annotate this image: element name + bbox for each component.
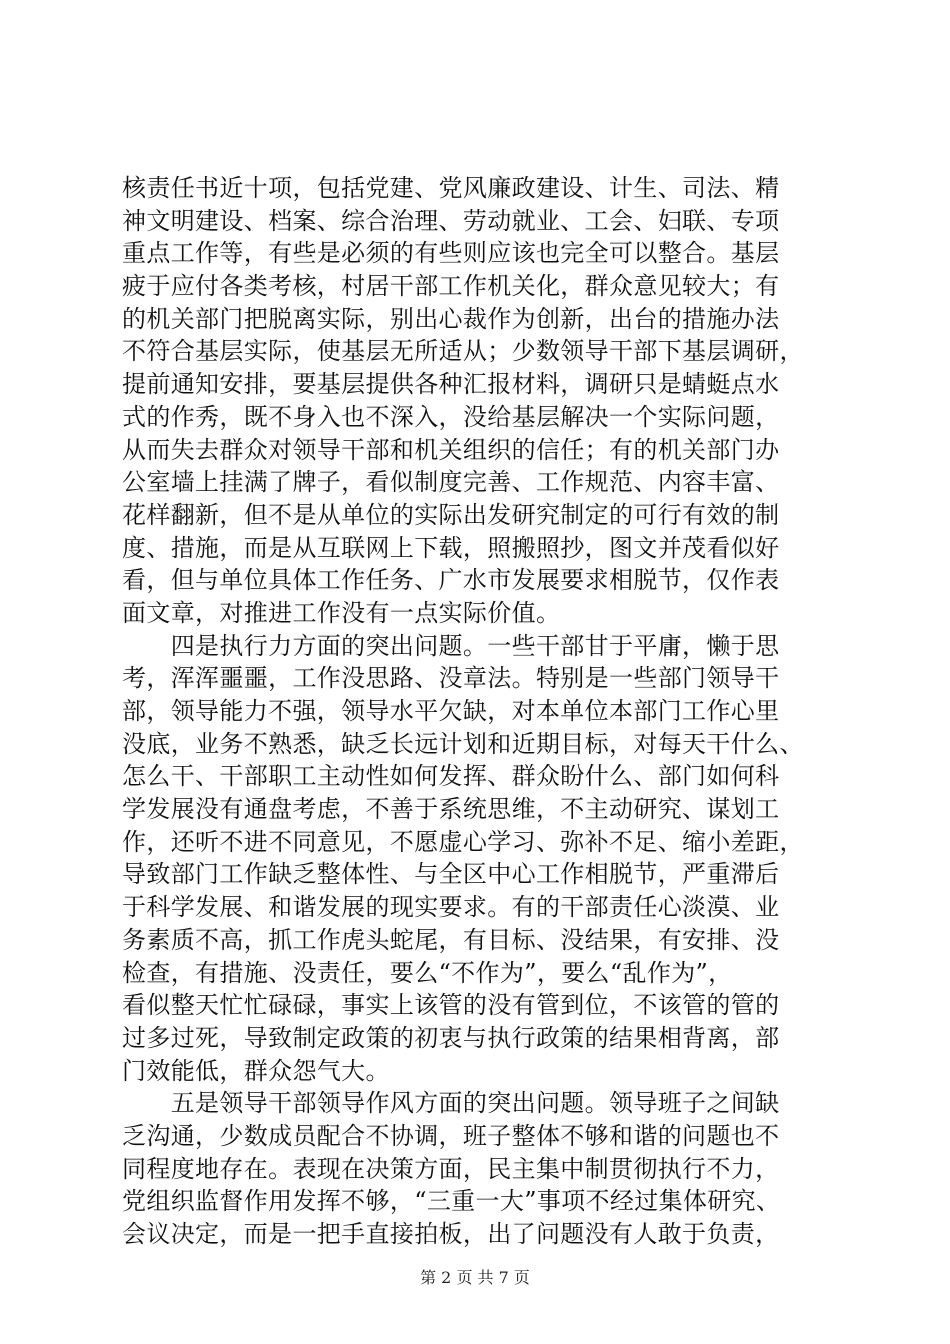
text-line: 检查，有措施、没责任，要么“不作为”，要么“乱作为”， — [122, 958, 733, 987]
text-line: 看，但与单位具体工作任务、广水市发展要求相脱节，仅作表 — [122, 566, 780, 595]
text-line: 从而失去群众对领导干部和机关组织的信任；有的机关部门办 — [122, 435, 780, 464]
text-line: 面文章，对推进工作没有一点实际价值。 — [122, 598, 561, 627]
text-line: 四是执行力方面的突出问题。一些干部甘于平庸，懒于思 — [122, 631, 780, 660]
text-line: 疲于应付各类考核，村居干部工作机关化，群众意见较大；有 — [122, 272, 780, 301]
text-line: 党组织监督作用发挥不够，“三重一大”事项不经过集体研究、 — [122, 1187, 781, 1216]
text-line: 式的作秀，既不身入也不深入，没给基层解决一个实际问题， — [122, 402, 780, 431]
page-number-footer: 第 2 页 共 7 页 — [420, 1268, 530, 1287]
text-line: 作，还听不进不同意见，不愿虚心学习、弥补不足、缩小差距， — [122, 827, 804, 856]
text-line: 考，浑浑噩噩，工作没思路、没章法。特别是一些部门领导干 — [122, 664, 780, 693]
text-line: 重点工作等，有些是必须的有些则应该也完全可以整合。基层 — [122, 239, 780, 268]
text-line: 部，领导能力不强，领导水平欠缺，对本单位本部门工作心里 — [122, 697, 780, 725]
text-line: 不符合基层实际，使基层无所适从；少数领导干部下基层调研， — [122, 337, 804, 366]
text-line: 过多过死，导致制定政策的初衷与执行政策的结果相背离，部 — [122, 1023, 780, 1052]
text-line: 学发展没有通盘考虑，不善于系统思维，不主动研究、谋划工 — [122, 795, 780, 824]
body-text — [122, 172, 842, 1251]
text-line: 五是领导干部领导作风方面的突出问题。领导班子之间缺 — [122, 1089, 780, 1118]
text-line: 度、措施，而是从互联网上下载，照搬照抄，图文并茂看似好 — [122, 533, 780, 562]
text-line: 怎么干、干部职工主动性如何发挥、群众盼什么、部门如何科 — [122, 762, 780, 791]
text-line: 公室墙上挂满了牌子，看似制度完善、工作规范、内容丰富、 — [122, 468, 780, 497]
text-line: 看似整天忙忙碌碌，事实上该管的没有管到位，不该管的管的 — [122, 991, 780, 1020]
text-line: 的机关部门把脱离实际，别出心裁作为创新，出台的措施办法 — [122, 304, 780, 333]
text-line: 导致部门工作缺乏整体性、与全区中心工作相脱节，严重滞后 — [122, 860, 780, 889]
text-line: 务素质不高，抓工作虎头蛇尾，有目标、没结果，有安排、没 — [122, 925, 780, 954]
text-line: 花样翻新，但不是从单位的实际出发研究制定的可行有效的制 — [122, 500, 780, 529]
text-line: 提前通知安排，要基层提供各种汇报材料，调研只是蜻蜓点水 — [122, 370, 780, 399]
text-line: 门效能低，群众怨气大。 — [122, 1056, 390, 1085]
text-line: 神文明建设、档案、综合治理、劳动就业、工会、妇联、专项 — [122, 206, 780, 235]
text-line: 同程度地存在。表现在决策方面，民主集中制贯彻执行不力， — [122, 1154, 780, 1183]
text-line: 乏沟通，少数成员配合不协调，班子整体不够和谐的问题也不 — [122, 1121, 780, 1150]
text-line: 没底，业务不熟悉，缺乏长远计划和近期目标，对每天干什么、 — [122, 729, 804, 758]
text-line: 核责任书近十项，包括党建、党风廉政建设、计生、司法、精 — [122, 174, 780, 202]
text-line: 会议决定，而是一把手直接拍板，出了问题没有人敢于负责， — [122, 1220, 780, 1248]
text-line: 于科学发展、和谐发展的现实要求。有的干部责任心淡漠、业 — [122, 893, 780, 922]
